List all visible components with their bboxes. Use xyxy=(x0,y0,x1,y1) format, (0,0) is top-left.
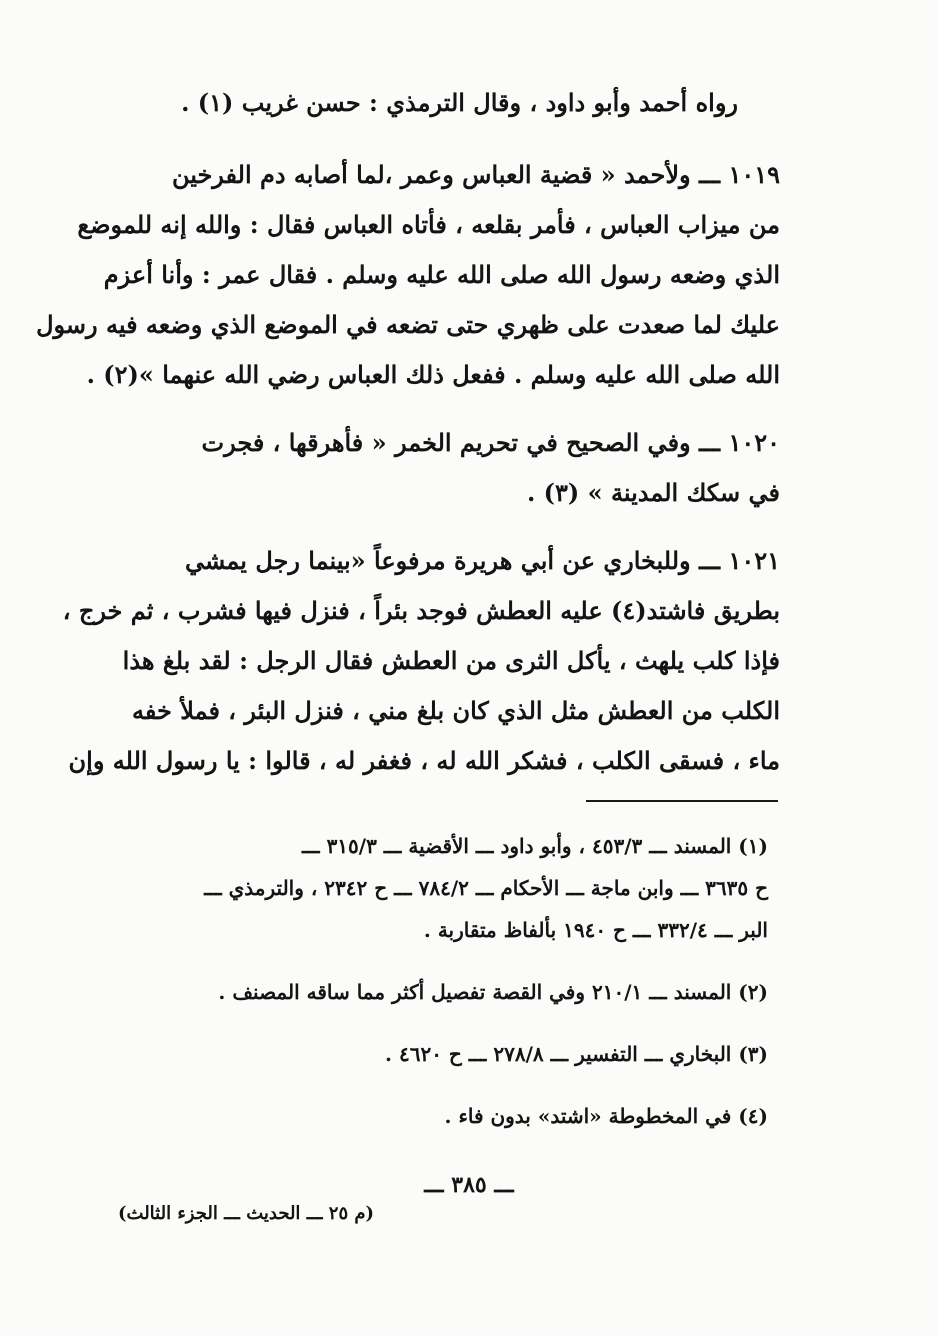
hadith-1019-line-3: الذي وضعه رسول الله صلى الله عليه وسلم . فقال عمر : وأنا أعزم xyxy=(103,260,780,289)
footnote-2: (٢) المسند ـــ ٢١٠/١ وفي القصة تفصيل أكثر مما ساقه المصنف . xyxy=(218,980,768,1004)
hadith-1021-line-3: فإذا كلب يلهث ، يأكل الثرى من العطش فقال الرجل : لقد بلغ هذا xyxy=(122,646,780,675)
page-number: ـــ ٣٨٥ ـــ xyxy=(424,1172,514,1198)
hadith-1020-line-1: ١٠٢٠ ـــ وفي الصحيح في تحريم الخمر « فأهرقها ، فجرت xyxy=(201,428,780,457)
signature-mark: (م ٢٥ ـــ الحديث ـــ الجزء الثالث) xyxy=(118,1203,375,1224)
hadith-1019-line-4: عليك لما صعدت على ظهري حتى تضعه في الموضع الذي وضعه فيه رسول xyxy=(36,310,780,339)
hadith-1021-line-5: ماء ، فسقى الكلب ، فشكر الله له ، فغفر له ، قالوا : يا رسول الله وإن xyxy=(68,746,780,775)
footnote-1-line-1: (١) المسند ـــ ٤٥٣/٣ ، وأبو داود ـــ الأقضية ـــ ٣١٥/٣ ـــ xyxy=(302,834,768,858)
text-line-1: رواه أحمد وأبو داود ، وقال الترمذي : حسن غريب (١) . xyxy=(181,88,738,117)
hadith-1020-line-2: في سكك المدينة » (٣) . xyxy=(526,478,780,507)
footnote-3: (٣) البخاري ـــ التفسير ـــ ٢٧٨/٨ ـــ ح ٤٦٢٠ . xyxy=(385,1042,768,1066)
hadith-1019-line-2: من ميزاب العباس ، فأمر بقلعه ، فأتاه العباس فقال : والله إنه للموضع xyxy=(77,210,780,239)
footnote-divider xyxy=(586,800,778,802)
hadith-1019-line-5: الله صلى الله عليه وسلم . ففعل ذلك العباس رضي الله عنهما »(٢) . xyxy=(86,360,780,389)
footnote-4: (٤) في المخطوطة «اشتد» بدون فاء . xyxy=(444,1104,768,1128)
footnote-1-line-3: البر ـــ ٣٣٢/٤ ـــ ح ١٩٤٠ بألفاظ متقاربة . xyxy=(423,918,768,942)
hadith-1021-line-4: الكلب من العطش مثل الذي كان بلغ مني ، فنزل البئر ، فملأ خفه xyxy=(132,696,780,725)
hadith-1021-line-2: بطريق فاشتد(٤) عليه العطش فوجد بئراً ، فنزل فيها فشرب ، ثم خرج ، xyxy=(62,596,780,625)
hadith-1021-line-1: ١٠٢١ ـــ وللبخاري عن أبي هريرة مرفوعاً «بينما رجل يمشي xyxy=(185,546,780,575)
hadith-1019-line-1: ١٠١٩ ـــ ولأحمد « قضية العباس وعمر ،لما أصابه دم الفرخين xyxy=(171,160,780,189)
footnote-1-line-2: ح ٣٦٣٥ ـــ وابن ماجة ـــ الأحكام ـــ ٧٨٤/٢ ـــ ح ٢٣٤٢ ، والترمذي ـــ xyxy=(204,876,768,900)
